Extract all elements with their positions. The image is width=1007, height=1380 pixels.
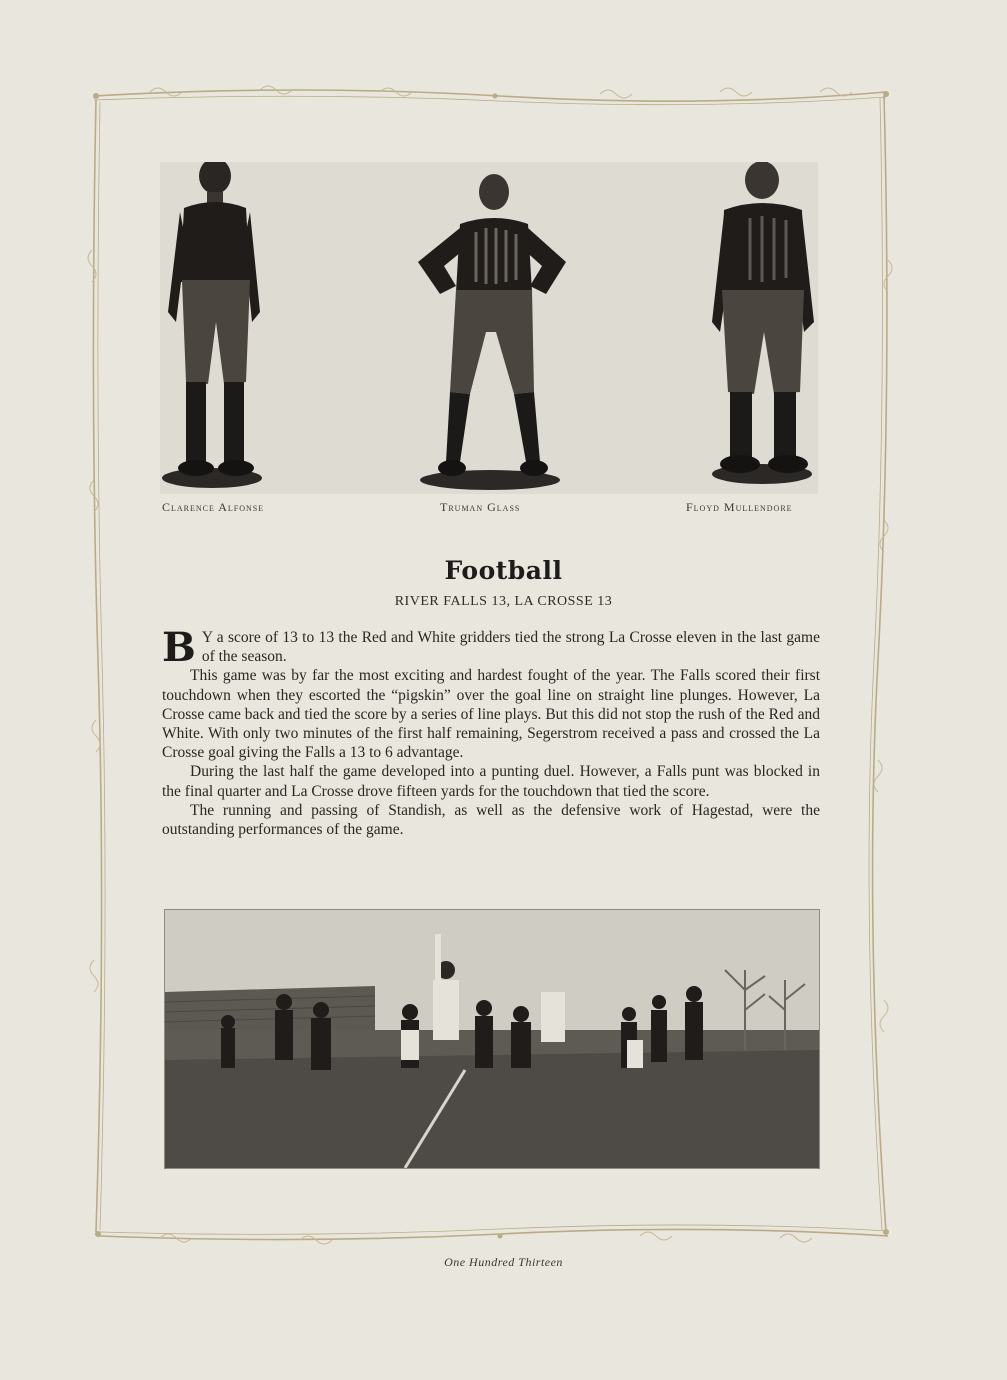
player-caption-2: Truman Glass <box>440 500 521 514</box>
article-paragraph: B Y a score of 13 to 13 the Red and White gridders tied the strong La Crosse eleven in the last game of the season. <box>162 624 820 671</box>
player-photo-2 <box>410 162 570 494</box>
article-paragraph: During the last half the game developed into a punting duel. However, a Falls punt was blocked in the final quarter and La Crosse drove fifteen yards for the touchdown that tied the score. <box>162 763 820 800</box>
drop-cap: B <box>162 624 196 671</box>
article-title: Football <box>444 556 563 585</box>
page-number-footer: One Hundred Thirteen <box>444 1255 563 1269</box>
player-caption-3: Floyd Mullendore <box>686 500 793 514</box>
player-figure-image <box>160 162 272 494</box>
article-paragraph: This game was by far the most exciting and hardest fought of the year. The Falls scored their first touchdown when they escorted the “pigskin” over the goal line on straight line plunges. However, La Crosse came back and tied the score by a series of line plays. But this did not stop the rush of the Red and White. With only two minutes of the first half remaining, Segerstrom received a pass and crossed the La Crosse goal giving the Falls a 13 to 6 advantage. <box>162 667 820 762</box>
player-figure-image <box>410 162 570 494</box>
player-photos-panel <box>160 162 818 494</box>
player-figure-image <box>706 162 818 494</box>
article-body <box>162 624 820 839</box>
player-caption-1: Clarence Alfonse <box>162 500 265 514</box>
game-action-photo <box>164 909 820 1169</box>
game-score-subtitle: RIVER FALLS 13, LA CROSSE 13 <box>394 594 613 609</box>
player-photo-3 <box>706 162 818 494</box>
player-photo-1 <box>160 162 272 494</box>
football-action-image <box>165 910 819 1168</box>
article-paragraph: The running and passing of Standish, as well as the defensive work of Hagestad, were the outstanding performances of the game. <box>162 801 820 839</box>
